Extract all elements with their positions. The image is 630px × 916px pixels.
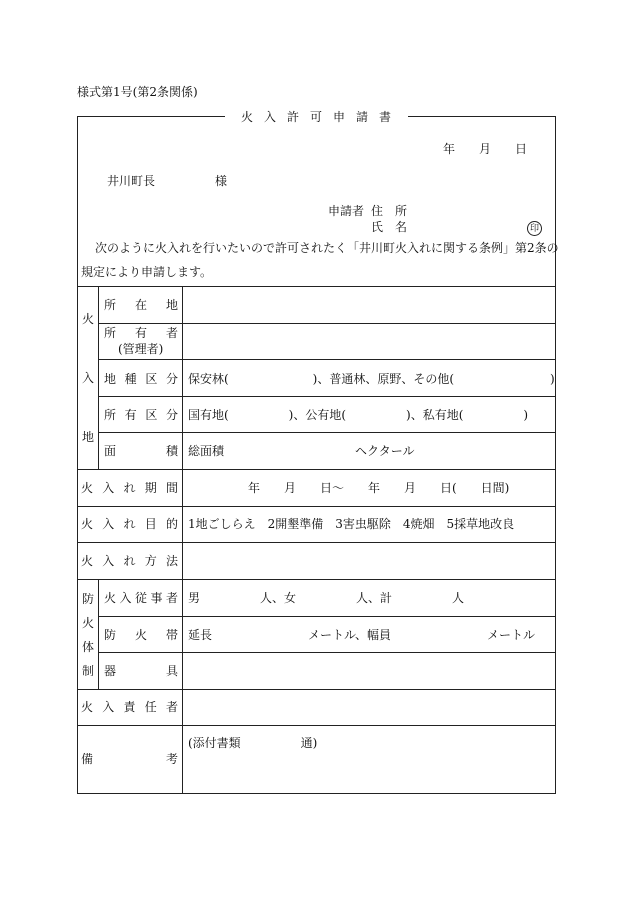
equipment-label: 器 具 [104, 664, 178, 678]
area-unit: ヘクタール [355, 444, 415, 458]
workers-label: 火 入 従 事 者 [104, 591, 178, 605]
rule [77, 542, 556, 543]
applicant-label: 申請者 [328, 204, 365, 218]
remarks-value: (添付書類 通) [188, 736, 318, 750]
rule [77, 469, 556, 470]
group-prevention-char: 防 [81, 592, 94, 606]
date-line: 年 月 日 [443, 142, 528, 156]
rule [182, 286, 183, 793]
rule [77, 579, 556, 580]
rule [98, 579, 99, 689]
land-type-label: 地 種 区 分 [104, 372, 178, 386]
period-label: 火 入 れ 期 間 [81, 481, 178, 495]
group-fire-land-char: 入 [81, 371, 94, 385]
purpose-value: 1地ごしらえ 2開墾準備 3害虫駆除 4焼畑 5採草地改良 [188, 517, 515, 531]
group-prevention-char: 火 [81, 616, 94, 630]
rule [77, 506, 556, 507]
purpose-label: 火 入 れ 目 的 [81, 517, 178, 531]
seal-mark: 印 [527, 221, 542, 236]
area-label: 面 積 [104, 444, 178, 458]
rule [98, 286, 99, 469]
applicant-name-label: 氏 名 [371, 220, 408, 234]
workers-value: 男 人、女 人、計 人 [188, 591, 465, 605]
rule [98, 396, 556, 397]
rule [77, 286, 556, 287]
rule [98, 652, 556, 653]
area-value: 総面積 [188, 444, 225, 458]
remarks-label: 備 考 [81, 752, 178, 766]
group-prevention-char: 制 [81, 664, 94, 678]
group-prevention-char: 体 [81, 640, 94, 654]
rule [98, 359, 556, 360]
method-label: 火 入 れ 方 法 [81, 554, 178, 568]
responsible-label: 火 入 責 任 者 [81, 700, 178, 714]
period-value: 年 月 日〜 年 月 日( 日間) [248, 481, 510, 495]
rule [77, 689, 556, 690]
form-number: 様式第1号(第2条関係) [77, 85, 198, 99]
firebreak-label: 防 火 帯 [104, 628, 178, 642]
ownership-value: 国有地( )、公有地( )、私有地( ) [188, 408, 529, 422]
firebreak-value: 延長 メートル、幅員 メートル [188, 628, 536, 642]
owner-sub-label: (管理者) [118, 342, 164, 356]
rule [77, 725, 556, 726]
rule [98, 432, 556, 433]
body-line-2: 規定により申請します。 [81, 265, 213, 279]
rule [98, 323, 556, 324]
group-fire-land-char: 火 [81, 312, 94, 326]
group-fire-land-char: 地 [81, 430, 94, 444]
addressee: 井川町長 様 [107, 174, 228, 188]
form-title-bar [78, 110, 555, 124]
body-line-1: 次のように火入れを行いたいので許可されたく「井川町火入れに関する条例」第2条の [95, 241, 559, 255]
form-title: 火入許可申請書 [225, 110, 408, 124]
land-type-value: 保安林( )、普通林、原野、その他( ) [188, 372, 555, 386]
rule [98, 616, 556, 617]
owner-label: 所 有 者 [104, 326, 178, 340]
ownership-label: 所 有 区 分 [104, 408, 178, 422]
applicant-address-label: 住 所 [371, 204, 408, 218]
location-label: 所 在 地 [104, 298, 178, 312]
